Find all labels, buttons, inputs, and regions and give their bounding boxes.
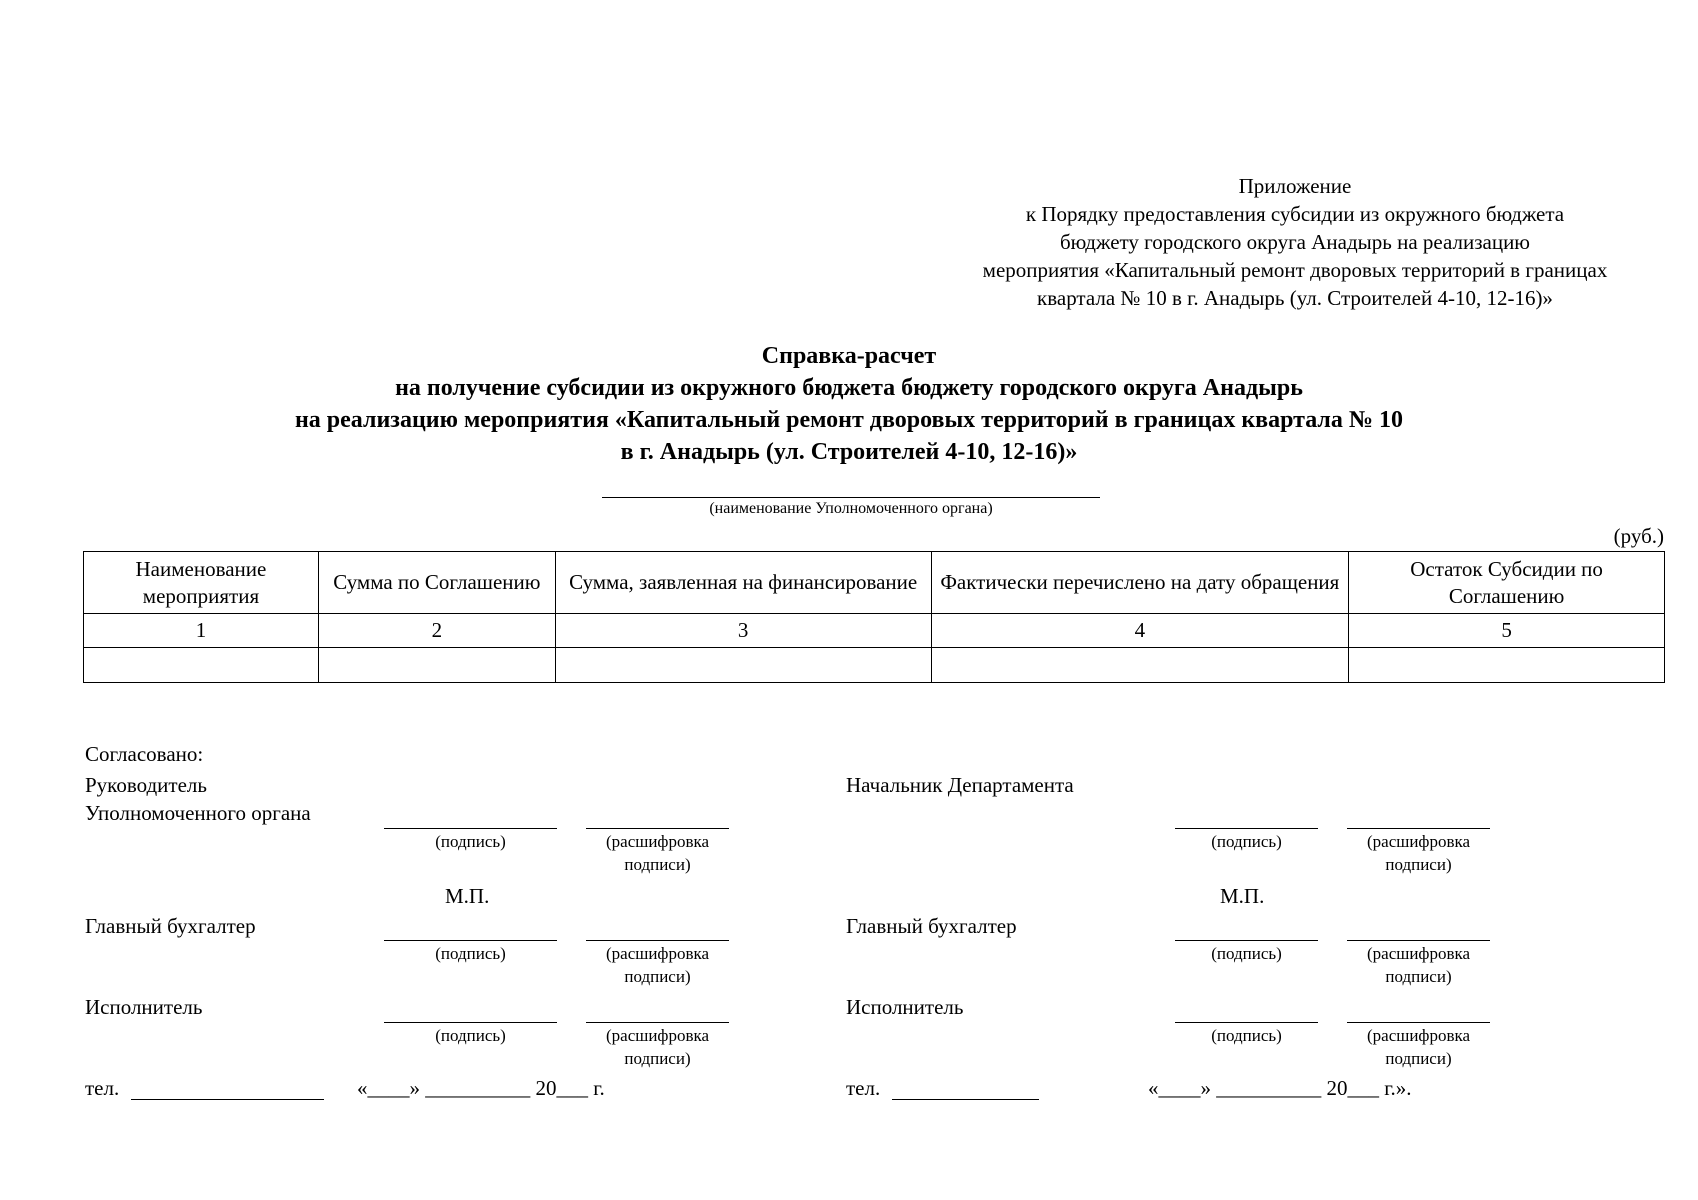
signature-line [1175,828,1318,829]
table-header-row [84,552,1665,614]
number-cell: 1 [84,614,319,648]
signature-caption: (подпись) [1211,832,1282,851]
title-line: Справка-расчет [761,343,937,369]
signature-caption: (подпись) [1211,1026,1282,1045]
title-line: в г. Анадырь (ул. Строителей 4-10, 12-16)» [620,439,1078,465]
decoding-caption-2: подписи) [1385,855,1452,874]
date-field: «____» __________ 20___ г. [357,1076,605,1100]
decoding-caption-2: подписи) [624,967,691,986]
signature-line [384,940,557,941]
signature-line [1175,1022,1318,1023]
signature-caption: (подпись) [1211,944,1282,963]
document-title [0,340,1698,468]
decoding-caption-1: (расшифровка [1366,832,1471,851]
decoding-caption-1: (расшифровка [1366,944,1471,963]
decoding-caption-1: (расшифровка [605,944,710,963]
signature-line [1175,940,1318,941]
agreed-label: Согласовано: [85,742,204,766]
table-number-row [84,614,1665,648]
head-label-line2: Уполномоченного органа [85,801,311,825]
appendix-line: квартала № 10 в г. Анадырь (ул. Строителей 4-10, 12-16)» [1037,286,1553,310]
title-line: на реализацию мероприятия «Капитальный ремонт дворовых территорий в границах квартала № 10 [294,407,1404,433]
signature-decoding-line [1347,828,1490,829]
appendix-line: Приложение [1238,174,1352,198]
header-cell: Наименование мероприятия [84,552,319,614]
table-row [84,648,1665,683]
number-cell: 5 [1349,614,1665,648]
dept-head-label: Начальник Департамента [846,773,1074,797]
header-cell: Остаток Субсидии по Соглашению [1349,552,1665,614]
signature-caption: (подпись) [435,832,506,851]
number-cell: 4 [931,614,1349,648]
signature-line [384,828,557,829]
appendix-block [880,172,1698,312]
executor-label: Исполнитель [846,995,964,1019]
decoding-caption-1: (расшифровка [605,832,710,851]
stamp-label: М.П. [1220,884,1265,908]
org-name-line [602,497,1100,498]
head-label-line1: Руководитель [85,773,207,797]
header-cell: Сумма, заявленная на финансирование [555,552,931,614]
header-cell: Сумма по Соглашению [318,552,555,614]
chief-accountant-label: Главный бухгалтер [85,914,256,938]
number-cell: 3 [555,614,931,648]
decoding-caption-2: подписи) [624,855,691,874]
table-cell [318,648,555,683]
table-cell [555,648,931,683]
title-line: на получение субсидии из окружного бюджета бюджету городского округа Анадырь [395,375,1303,401]
signature-decoding-line [1347,940,1490,941]
appendix-line: мероприятия «Капитальный ремонт дворовых территорий в границах [982,258,1608,282]
table-cell [84,648,319,683]
chief-accountant-label: Главный бухгалтер [846,914,1017,938]
signature-decoding-line [586,940,729,941]
stamp-label: М.П. [445,884,490,908]
header-cell: Фактически перечислено на дату обращения [931,552,1349,614]
signature-caption: (подпись) [435,1026,506,1045]
date-field: «____» __________ 20___ г.». [1148,1076,1412,1100]
decoding-caption-2: подписи) [1385,1049,1452,1068]
appendix-line: к Порядку предоставления субсидии из окружного бюджета [1025,202,1565,226]
tel-label: тел. [846,1076,881,1100]
signature-decoding-line [586,828,729,829]
signature-decoding-line [586,1022,729,1023]
decoding-caption-2: подписи) [1385,967,1452,986]
appendix-line: бюджету городского округа Анадырь на реализацию [1059,230,1530,254]
signature-line [384,1022,557,1023]
signature-decoding-line [1347,1022,1490,1023]
decoding-caption-1: (расшифровка [1366,1026,1471,1045]
tel-label: тел. [85,1076,120,1100]
table-cell [1349,648,1665,683]
executor-label: Исполнитель [85,995,203,1019]
tel-line [892,1099,1039,1100]
subsidy-table [83,551,1665,683]
currency-note: (руб.) [1613,524,1664,548]
tel-line [131,1099,324,1100]
signature-caption: (подпись) [435,944,506,963]
decoding-caption-1: (расшифровка [605,1026,710,1045]
table-cell [931,648,1349,683]
number-cell: 2 [318,614,555,648]
decoding-caption-2: подписи) [624,1049,691,1068]
org-name-caption: (наименование Уполномоченного органа) [709,500,993,517]
